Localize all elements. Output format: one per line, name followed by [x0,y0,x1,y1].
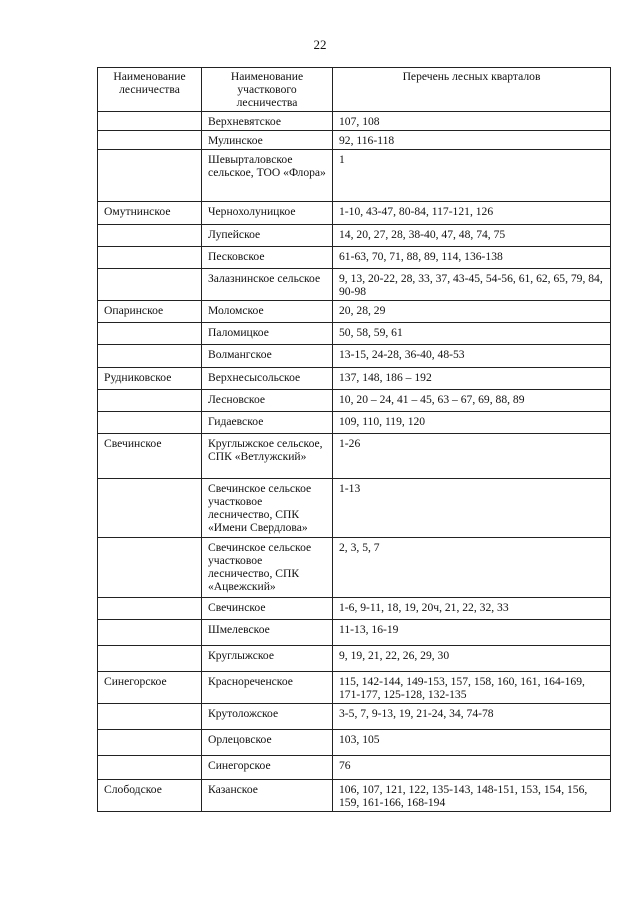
table-row [98,538,611,598]
district-cell: Песковское [202,247,333,269]
district-cell: Залазнинское сельское [202,269,333,301]
table-body [98,112,611,812]
header-quarters: Перечень лесных кварталов [333,68,611,112]
quarters-cell: 9, 19, 21, 22, 26, 29, 30 [333,646,611,672]
forestry-cell: Синегорское [98,672,202,704]
district-cell: Краснореченское [202,672,333,704]
district-cell: Моломское [202,301,333,323]
district-cell: Казанское [202,780,333,812]
district-cell: Круглыжское [202,646,333,672]
district-cell: Лесновское [202,390,333,412]
table-row [98,368,611,390]
quarters-cell: 76 [333,756,611,780]
table-row [98,150,611,202]
forestry-cell [98,479,202,538]
quarters-cell: 20, 28, 29 [333,301,611,323]
table-row [98,112,611,131]
table-row [98,301,611,323]
quarters-cell: 10, 20 – 24, 41 – 45, 63 – 67, 69, 88, 89 [333,390,611,412]
forestry-cell [98,538,202,598]
forestry-cell [98,131,202,150]
table-header-row [98,68,611,112]
forestry-cell: Омутнинское [98,202,202,225]
table-row [98,704,611,730]
table-row [98,390,611,412]
district-cell: Паломицкое [202,323,333,345]
district-cell: Гидаевское [202,412,333,434]
table-row [98,730,611,756]
table-row [98,646,611,672]
quarters-cell: 1-10, 43-47, 80-84, 117-121, 126 [333,202,611,225]
district-cell: Орлецовское [202,730,333,756]
quarters-cell: 1-26 [333,434,611,479]
quarters-cell: 11-13, 16-19 [333,620,611,646]
district-cell: Синегорское [202,756,333,780]
table-row [98,345,611,368]
district-cell: Круглыжское сельское, СПК «Ветлужский» [202,434,333,479]
forestry-cell [98,390,202,412]
forestry-cell [98,620,202,646]
forestry-cell [98,756,202,780]
page-number: 22 [313,37,327,52]
table-row [98,434,611,479]
district-cell: Крутоложское [202,704,333,730]
header-district: Наименование участкового лесничества [202,68,333,112]
table-row [98,672,611,704]
forestry-cell [98,730,202,756]
district-cell: Мулинское [202,131,333,150]
quarters-cell: 115, 142-144, 149-153, 157, 158, 160, 161, 164-169, 171-177, 125-128, 132-135 [333,672,611,704]
forestry-cell [98,225,202,247]
forestry-cell [98,412,202,434]
quarters-cell: 92, 116-118 [333,131,611,150]
quarters-cell: 9, 13, 20-22, 28, 33, 37, 43-45, 54-56, 61, 62, 65, 79, 84, 90-98 [333,269,611,301]
quarters-cell: 103, 105 [333,730,611,756]
district-cell: Свечинское [202,598,333,620]
table-row [98,225,611,247]
table-row [98,323,611,345]
quarters-cell: 2, 3, 5, 7 [333,538,611,598]
forestry-cell: Слободское [98,780,202,812]
forestry-cell: Свечинское [98,434,202,479]
header-forestry: Наименование лесничества [98,68,202,112]
forestry-cell [98,345,202,368]
district-cell: Верхневятское [202,112,333,131]
quarters-cell: 50, 58, 59, 61 [333,323,611,345]
forestry-cell [98,150,202,202]
district-cell: Лупейское [202,225,333,247]
forestry-cell [98,269,202,301]
district-cell: Чернохолуницкое [202,202,333,225]
forestry-cell [98,247,202,269]
table-row [98,756,611,780]
forestry-cell [98,704,202,730]
table-row [98,202,611,225]
quarters-cell: 137, 148, 186 – 192 [333,368,611,390]
quarters-cell: 1-6, 9-11, 18, 19, 20ч, 21, 22, 32, 33 [333,598,611,620]
table-row [98,269,611,301]
quarters-cell: 3-5, 7, 9-13, 19, 21-24, 34, 74-78 [333,704,611,730]
forestry-cell: Опаринское [98,301,202,323]
forestry-cell [98,112,202,131]
quarters-cell: 1-13 [333,479,611,538]
forestry-cell [98,598,202,620]
forest-quarters-table [97,67,611,812]
table-row [98,412,611,434]
quarters-cell: 106, 107, 121, 122, 135-143, 148-151, 153, 154, 156, 159, 161-166, 168-194 [333,780,611,812]
district-cell: Шевырталовское сельское, ТОО «Флора» [202,150,333,202]
district-cell: Свечинское сельское участковое лесничество, СПК «Имени Свердлова» [202,479,333,538]
forestry-cell [98,323,202,345]
table-row [98,780,611,812]
quarters-cell: 14, 20, 27, 28, 38-40, 47, 48, 74, 75 [333,225,611,247]
quarters-cell: 13-15, 24-28, 36-40, 48-53 [333,345,611,368]
quarters-cell: 109, 110, 119, 120 [333,412,611,434]
table-row [98,131,611,150]
forestry-cell [98,646,202,672]
table-row [98,479,611,538]
district-cell: Волмангское [202,345,333,368]
district-cell: Свечинское сельское участковое лесничество, СПК «Ацвежский» [202,538,333,598]
district-cell: Верхнесысольское [202,368,333,390]
quarters-cell: 107, 108 [333,112,611,131]
table-row [98,247,611,269]
district-cell: Шмелевское [202,620,333,646]
quarters-cell: 1 [333,150,611,202]
table-row [98,620,611,646]
forestry-cell: Рудниковское [98,368,202,390]
table-row [98,598,611,620]
quarters-cell: 61-63, 70, 71, 88, 89, 114, 136-138 [333,247,611,269]
